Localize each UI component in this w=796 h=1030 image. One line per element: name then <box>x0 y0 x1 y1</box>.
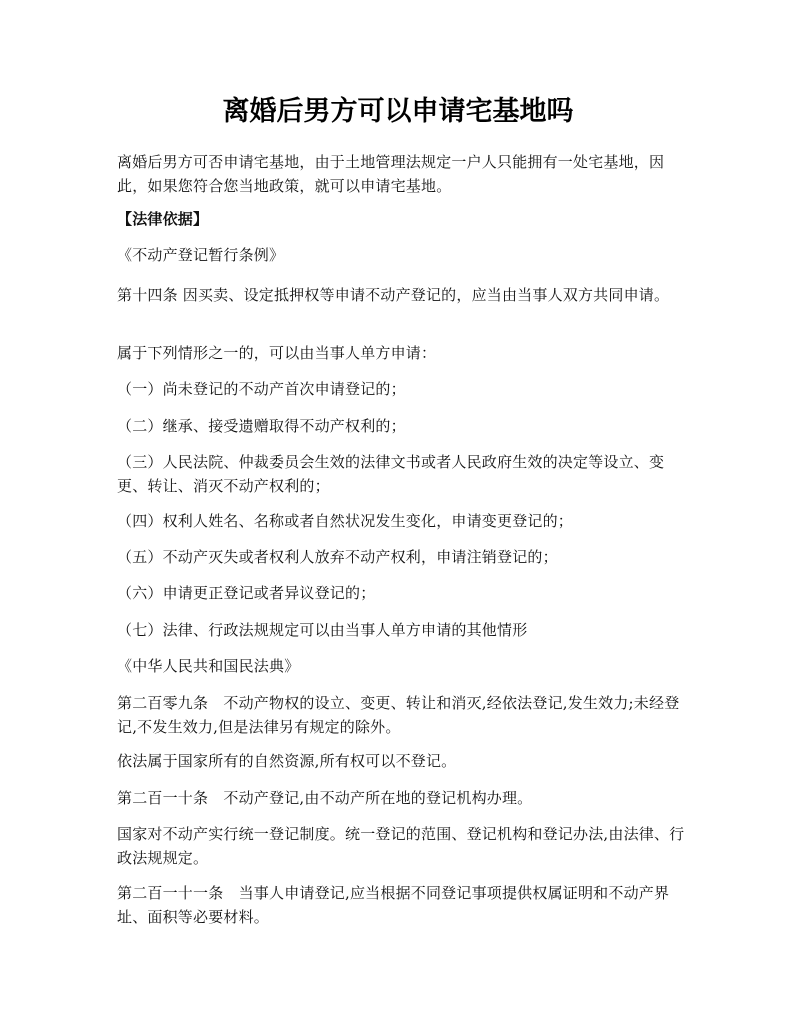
regulation-title: 《不动产登记暂行条例》 <box>117 246 285 264</box>
legal-basis-heading: 【法律依据】 <box>117 210 209 228</box>
civil-code-title: 《中华人民共和国民法典》 <box>117 657 300 675</box>
article-209-paragraph: 第二百零九条 不动产物权的设立、变更、转让和消灭,经依法登记,发生效力;未经登记,不发生效力,但是法律另有规定的除外。 <box>117 694 680 736</box>
list-item-1: （一）尚未登记的不动产首次申请登记的； <box>117 380 406 398</box>
list-item-2: （二）继承、接受遗赠取得不动产权利的； <box>117 417 406 435</box>
article-210-paragraph: 第二百一十条 不动产登记,由不动产所在地的登记机构办理。 <box>117 789 533 807</box>
list-item-3: （三）人民法院、仲裁委员会生效的法律文书或者人民政府生效的决定等设立、变更、转让、消灭不动产权利的； <box>117 453 665 495</box>
article-14-paragraph: 第十四条 因买卖、设定抵押权等申请不动产登记的，应当由当事人双方共同申请。 <box>117 286 670 304</box>
page-title: 离婚后男方可以申请宅基地吗 <box>222 96 574 127</box>
list-item-6: （六）申请更正登记或者异议登记的； <box>117 584 376 602</box>
list-item-5: （五）不动产灭失或者权利人放弃不动产权利，申请注销登记的； <box>117 548 558 566</box>
unified-registration-paragraph: 国家对不动产实行统一登记制度。统一登记的范围、登记机构和登记办法,由法律、行政法规规定。 <box>117 825 685 867</box>
natural-resources-paragraph: 依法属于国家所有的自然资源,所有权可以不登记。 <box>117 752 457 770</box>
unilateral-application-paragraph: 属于下列情形之一的，可以由当事人单方申请： <box>117 344 437 362</box>
list-item-4: （四）权利人姓名、名称或者自然状况发生变化，申请变更登记的； <box>117 512 574 530</box>
article-211-paragraph: 第二百一十一条 当事人申请登记,应当根据不同登记事项提供权属证明和不动产界址、面积等必要材料。 <box>117 884 670 926</box>
intro-paragraph: 离婚后男方可否申请宅基地，由于土地管理法规定一户人只能拥有一处宅基地，因此，如果您符合您当地政策，就可以申请宅基地。 <box>117 153 665 195</box>
list-item-7: （七）法律、行政法规规定可以由当事人单方申请的其他情形 <box>117 621 528 639</box>
